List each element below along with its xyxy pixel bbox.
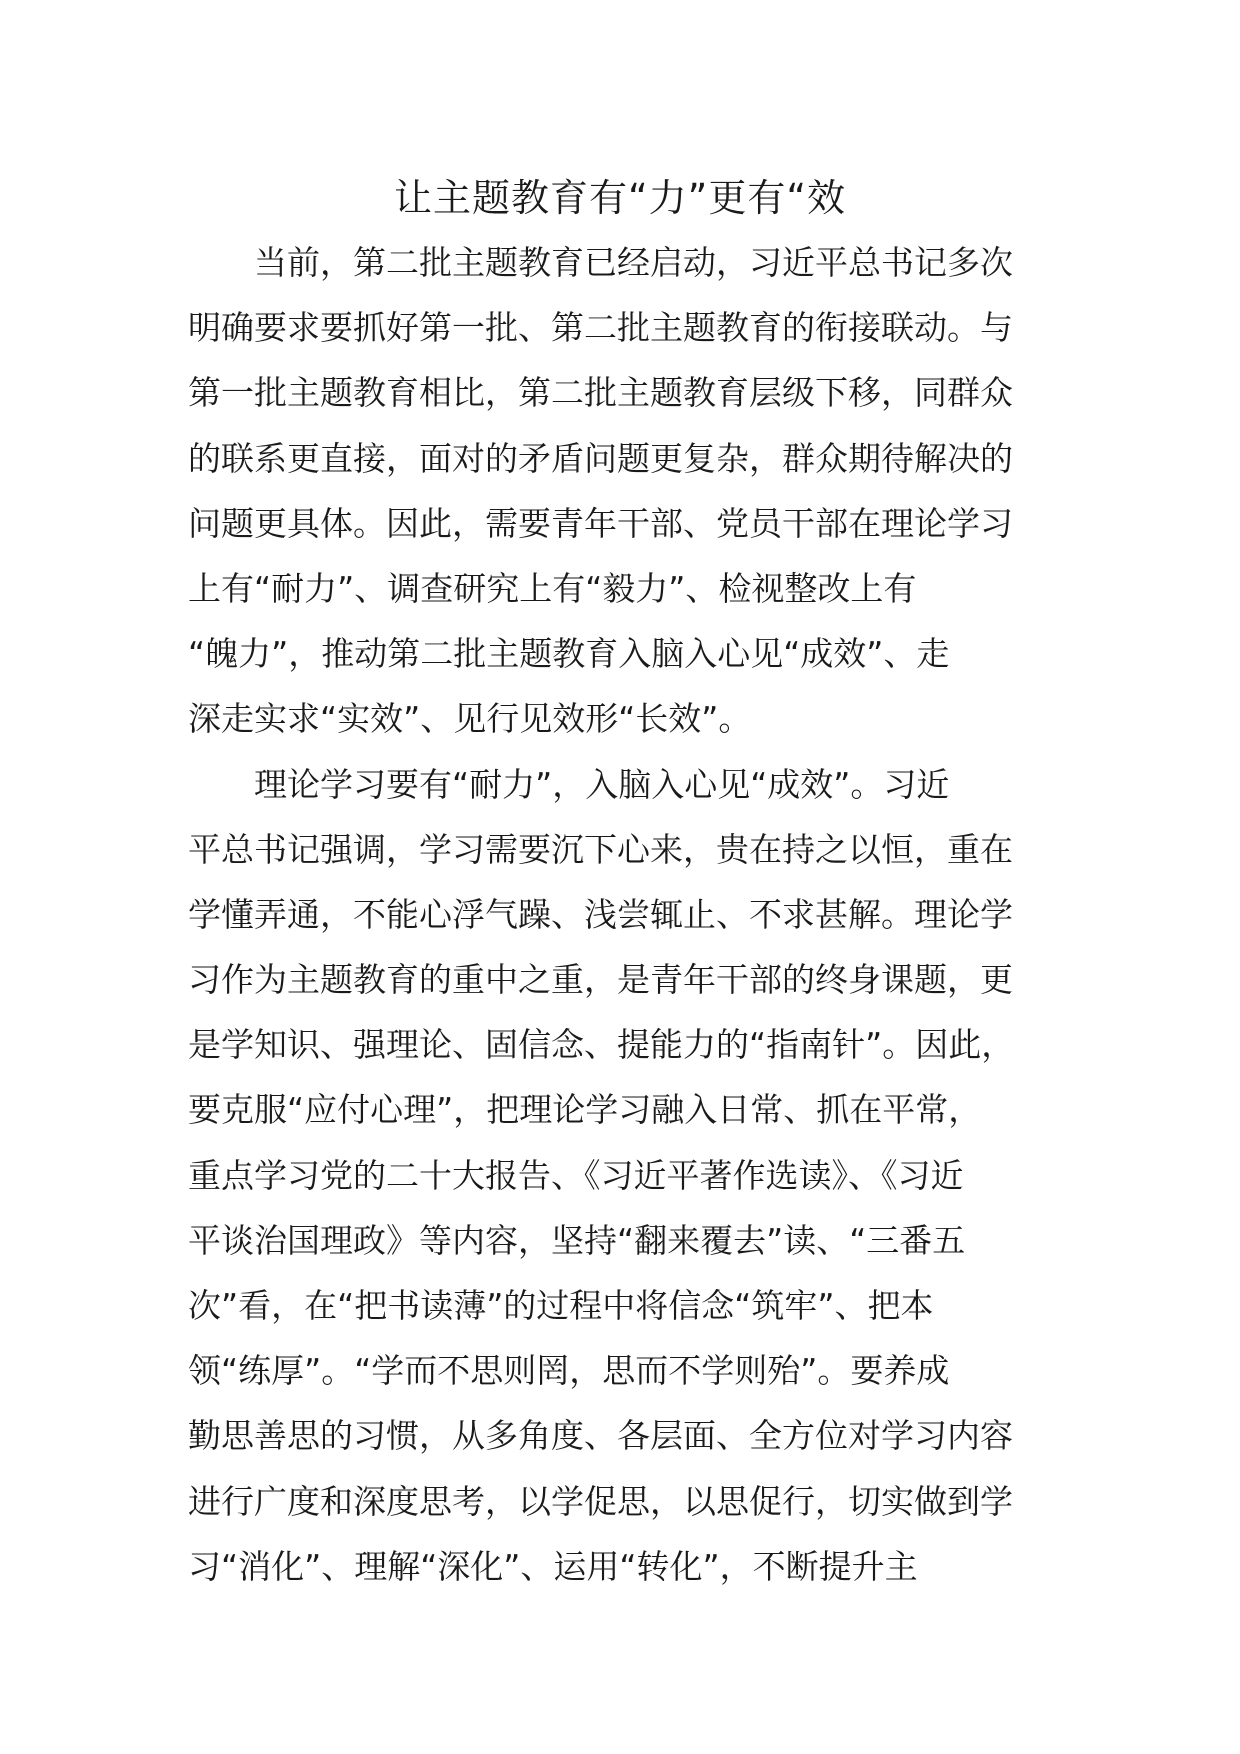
paragraph-line: 进行广度和深度思考，以学促思，以思促行，切实做到学 xyxy=(188,1481,1013,1521)
paragraph-line: 是学知识、强理论、固信念、提能力的“指南针”。因此， xyxy=(188,1025,1015,1065)
paragraph-line: 问题更具体。因此，需要青年干部、党员干部在理论学习 xyxy=(188,503,1013,543)
paragraph-line: 深走实求“实效”、见行见效形“长效”。 xyxy=(188,699,752,739)
paragraph-line: 重点学习党的二十大报告、《习近平著作选读》、《习近 xyxy=(188,1155,964,1195)
paragraph-line: 勤思善思的习惯，从多角度、各层面、全方位对学习内容 xyxy=(188,1416,1013,1456)
paragraph-line: 平谈治国理政》等内容，坚持“翻来覆去”读、“三番五 xyxy=(188,1220,966,1260)
paragraph-line: 要克服“应付心理”，把理论学习融入日常、抓在平常， xyxy=(188,1090,982,1130)
paragraph-line: 理论学习要有“耐力”，入脑入心见“成效”。习近 xyxy=(254,764,950,804)
paragraph-line: “魄力”，推动第二批主题教育入脑入心见“成效”、走 xyxy=(188,634,950,674)
paragraph-line: 第一批主题教育相比，第二批主题教育层级下移，同群众 xyxy=(188,373,1013,413)
paragraph-2 xyxy=(188,752,1068,1599)
paragraph-line: 习“消化”、理解“深化”、运用“转化”，不断提升主 xyxy=(188,1546,918,1586)
paragraph-line: 明确要求要抓好第一批、第二批主题教育的衔接联动。与 xyxy=(188,308,1013,348)
document-title: 让主题教育有“力”更有“效 xyxy=(393,176,847,220)
paragraph-1 xyxy=(188,230,1068,752)
paragraph-line: 习作为主题教育的重中之重，是青年干部的终身课题，更 xyxy=(188,960,1013,1000)
paragraph-line: 领“练厚”。“学而不思则罔，思而不学则殆”。要养成 xyxy=(188,1351,950,1391)
document-body xyxy=(188,230,1068,1599)
paragraph-line: 上有“耐力”、调查研究上有“毅力”、检视整改上有 xyxy=(188,568,917,608)
paragraph-line: 平总书记强调，学习需要沉下心来，贵在持之以恒，重在 xyxy=(188,829,1013,869)
paragraph-line: 的联系更直接，面对的矛盾问题更复杂，群众期待解决的 xyxy=(188,438,1013,478)
paragraph-line: 当前，第二批主题教育已经启动，习近平总书记多次 xyxy=(254,243,1013,282)
paragraph-line: 学懂弄通，不能心浮气躁、浅尝辄止、不求甚解。理论学 xyxy=(188,894,1013,934)
paragraph-line: 次”看，在“把书读薄”的过程中将信念“筑牢”、把本 xyxy=(188,1286,934,1325)
